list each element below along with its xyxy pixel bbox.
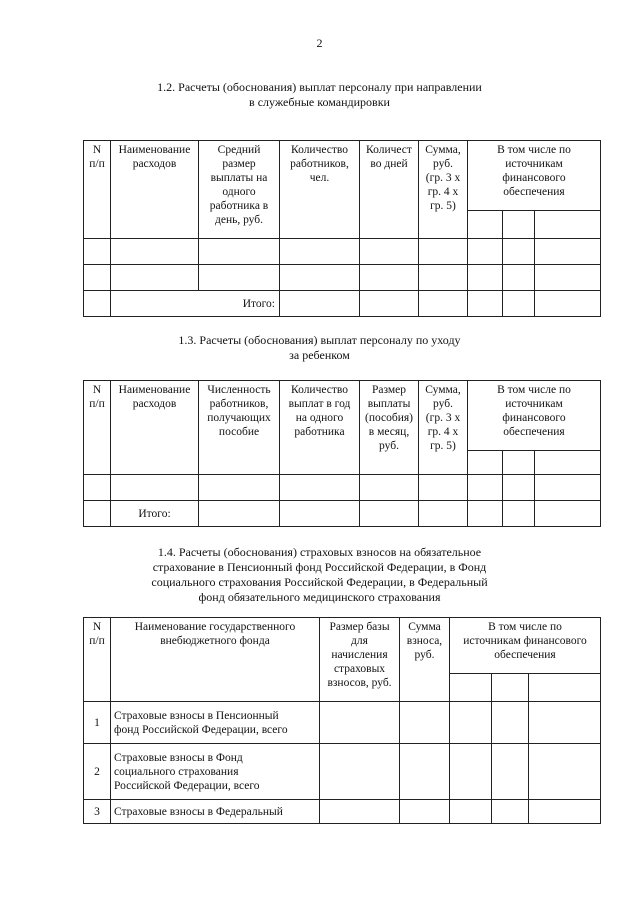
col-header-sum: Сумма, руб. (гр. 3 x гр. 4 x гр. 5): [419, 381, 468, 475]
heading-line: 1.2. Расчеты (обоснования) выплат персоналу при направлении: [157, 80, 482, 94]
table-row: [84, 239, 601, 265]
col-header-contribution-sum: Сумма взноса, руб.: [400, 618, 450, 702]
subheader-cell: [468, 211, 503, 239]
col-header-benefit-size: Размер выплаты (пособия) в месяц, руб.: [360, 381, 419, 475]
table-row: [84, 265, 601, 291]
col-header-sources: В том числе по источникам финансового обеспечения: [468, 141, 601, 211]
heading-line: фонд обязательного медицинского страхования: [198, 590, 441, 604]
table-row: [84, 744, 601, 800]
col-header-workers-count: Количество работников, чел.: [280, 141, 360, 239]
subheader-cell: [468, 451, 503, 475]
subheader-cell: [503, 451, 535, 475]
col-header-n: N п/п: [84, 618, 111, 702]
total-row: [84, 501, 601, 527]
heading-line: 1.4. Расчеты (обоснования) страховых взносов на обязательное: [157, 545, 482, 559]
row-number: 1: [84, 702, 111, 744]
subheader-cell: [535, 451, 601, 475]
subheader-cell: [529, 674, 601, 702]
heading-line: 1.3. Расчеты (обоснования) выплат персоналу по уходу: [178, 333, 461, 347]
col-header-fund-name: Наименование государственного внебюджетного фонда: [111, 618, 320, 702]
page-number: 2: [316, 36, 323, 50]
row-number: 3: [84, 800, 111, 824]
total-label: Итого:: [111, 291, 280, 317]
total-label: Итого:: [111, 501, 199, 527]
col-header-name: Наименование расходов: [111, 381, 199, 475]
section-1-4-heading: [0, 545, 639, 605]
row-fund-name: Страховые взносы в Пенсионный фонд Российской Федерации, всего: [111, 702, 320, 744]
col-header-sources: В том числе по источникам финансового обеспечения: [450, 618, 601, 674]
table-1-2: [83, 140, 601, 317]
section-1-2-heading: [0, 80, 639, 110]
row-fund-name: Страховые взносы в Фонд социального страхования Российской Федерации, всего: [111, 744, 320, 800]
row-fund-name: Страховые взносы в Федеральный: [111, 800, 320, 824]
table-row: [84, 702, 601, 744]
subheader-cell: [535, 211, 601, 239]
table-row: [84, 800, 601, 824]
subheader-cell: [503, 211, 535, 239]
table-row: [84, 475, 601, 501]
col-header-n: N п/п: [84, 381, 111, 475]
heading-line: за ребенком: [289, 348, 350, 362]
table-1-3: [83, 380, 601, 527]
section-1-3-heading: [0, 333, 639, 363]
col-header-headcount: Численность работников, получающих пособие: [199, 381, 280, 475]
heading-line: в служебные командировки: [249, 95, 390, 109]
col-header-base-size: Размер базы для начисления страховых взносов, руб.: [320, 618, 400, 702]
col-header-name: Наименование расходов: [111, 141, 199, 239]
col-header-n: N п/п: [84, 141, 111, 239]
total-row: [84, 291, 601, 317]
subheader-cell: [450, 674, 492, 702]
col-header-sources: В том числе по источникам финансового обеспечения: [468, 381, 601, 451]
subheader-cell: [492, 674, 529, 702]
col-header-payouts: Количество выплат в год на одного работника: [280, 381, 360, 475]
table-1-4: [83, 617, 601, 824]
col-header-sum: Сумма, руб. (гр. 3 x гр. 4 x гр. 5): [419, 141, 468, 239]
row-number: 2: [84, 744, 111, 800]
col-header-days: Количест во дней: [360, 141, 419, 239]
heading-line: страхование в Пенсионный фонд Российской Федерации, в Фонд: [152, 560, 487, 574]
col-header-avg-payment: Средний размер выплаты на одного работника в день, руб.: [199, 141, 280, 239]
heading-line: социального страхования Российской Федерации, в Федеральный: [151, 575, 488, 589]
